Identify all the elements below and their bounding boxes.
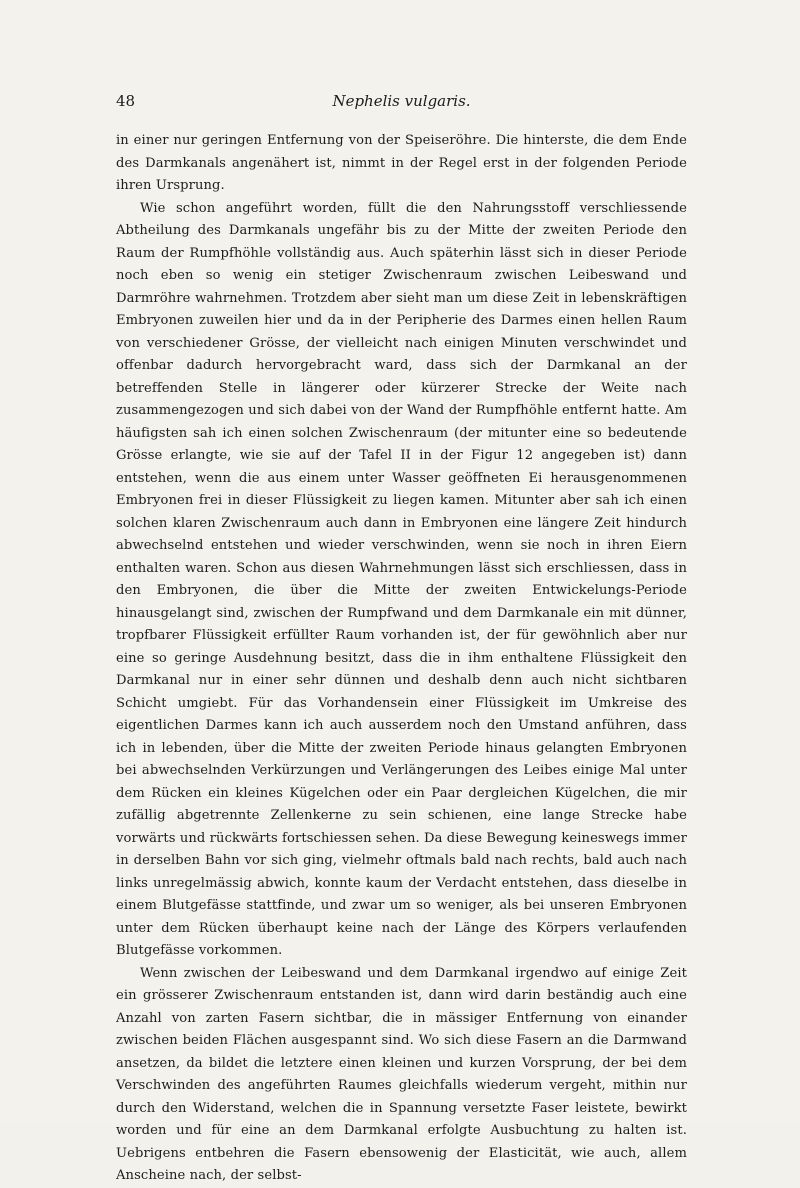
paragraph: Wenn zwischen der Leibeswand und dem Darmkanal irgendwo auf einige Zeit ein grösserer Zwischenraum entstanden ist, dann wird darin beständig auch eine Anzahl von zarten Fasern sichtbar, die in mässiger Entfernung von einander zwischen beiden Flächen ausgespannt sind. Wo sich diese Fasern an die Darmwand ansetzen, da bildet die letztere einen kleinen und kurzen Vorsprung, der bei dem Verschwinden des angeführten Raumes gleichfalls wiederum vergeht, mithin nur durch den Widerstand, welchen die in Spannung versetzte Faser leistete, bewirkt worden und für eine an dem Darmkanal erfolgte Ausbuchtung zu halten ist. Uebrigens entbehren die Fasern ebensowenig der Elasticität, wie auch, allem Anscheine nach, der selbst- [116,965,687,1183]
running-title: Nephelis vulgaris. [332,92,471,110]
paragraph-continued: in einer nur geringen Entfernung von der Speiseröhre. Die hinterste, die dem Ende des Darmkanals angenähert ist, nimmt in der Regel erst in der folgenden Periode ihren Ursprung. [116,133,687,193]
paragraph: Wie schon angeführt worden, füllt die den Nahrungsstoff verschliessende Abtheilung des Darmkanals ungefähr bis zu der Mitte der zweiten Periode den Raum der Rumpfhöhle vollständig aus. Auch späterhin lässt sich in dieser Periode noch eben so wenig ein stetiger Zwischenraum zwischen Leibeswand und Darmröhre wahrnehmen. Trotzdem aber sieht man um diese Zeit in lebenskräftigen Embryonen zuweilen hier und da in der Peripherie des Darmes einen hellen Raum von verschiedener Grösse, der vielleicht nach einigen Minuten verschwindet und offenbar dadurch hervorgebracht ward, dass sich der Darmkanal an der betreffenden Stelle in längerer oder kürzerer Strecke der Weite nach zusammengezogen und sich dabei von der Wand der Rumpfhöhle entfernt hatte. Am häufigsten sah ich einen solchen Zwischenraum (der mitunter eine so bedeutende Grösse erlangte, wie sie auf der Tafel II in der Figur 12 angegeben ist) dann entstehen, wenn die aus einem unter Wasser geöffneten Ei herausgenommenen Embryonen frei in dieser Flüssigkeit zu liegen kamen. Mitunter aber sah ich einen solchen klaren Zwischenraum auch dann in Embryonen eine längere Zeit hindurch abwechselnd entstehen und wieder verschwinden, wenn sie noch in ihren Eiern enthalten waren. Schon aus diesen Wahrnehmungen lässt sich erschliessen, dass in den Embryonen, die über die Mitte der zweiten Entwickelungs-Periode hinausgelangt sind, zwischen der Rumpfwand und dem Darmkanale ein mit dünner, tropfbarer Flüssigkeit erfüllter Raum vorhanden ist, der für gewöhnlich aber nur eine so geringe Ausdehnung besitzt, dass die in ihm enthaltene Flüssigkeit den Darmkanal nur in einer sehr dünnen und deshalb denn auch nicht sichtbaren Schicht umgiebt. Für das Vorhandensein einer Flüssigkeit im Umkreise des eigentlichen Darmes kann ich auch ausserdem noch den Umstand anführen, dass ich in lebenden, über die Mitte der zweiten Periode hinaus gelangten Embryonen bei abwechselnden Verkürzungen und Verlängerungen des Leibes einige Mal unter dem Rücken ein kleines Kügelchen oder ein Paar dergleichen Kügelchen, die mir zufällig abgetrennte Zellenkerne zu sein schienen, eine lange Strecke habe vorwärts und rückwärts fortschiessen sehen. Da diese Bewegung keineswegs immer in derselben Bahn vor sich ging, vielmehr oftmals bald nach rechts, bald auch nach links unregelmässig abwich, konnte kaum der Verdacht entstehen, dass dieselbe in einem Blutgefässe stattfinde, und zwar um so weniger, als bei unseren Embryonen unter dem Rücken überhaupt keine nach der Länge des Körpers verlaufenden Blutgefässe vorkommen. [116,200,687,958]
page-number: 48 [116,92,136,110]
page-header [116,90,687,112]
body-text [116,130,687,1188]
